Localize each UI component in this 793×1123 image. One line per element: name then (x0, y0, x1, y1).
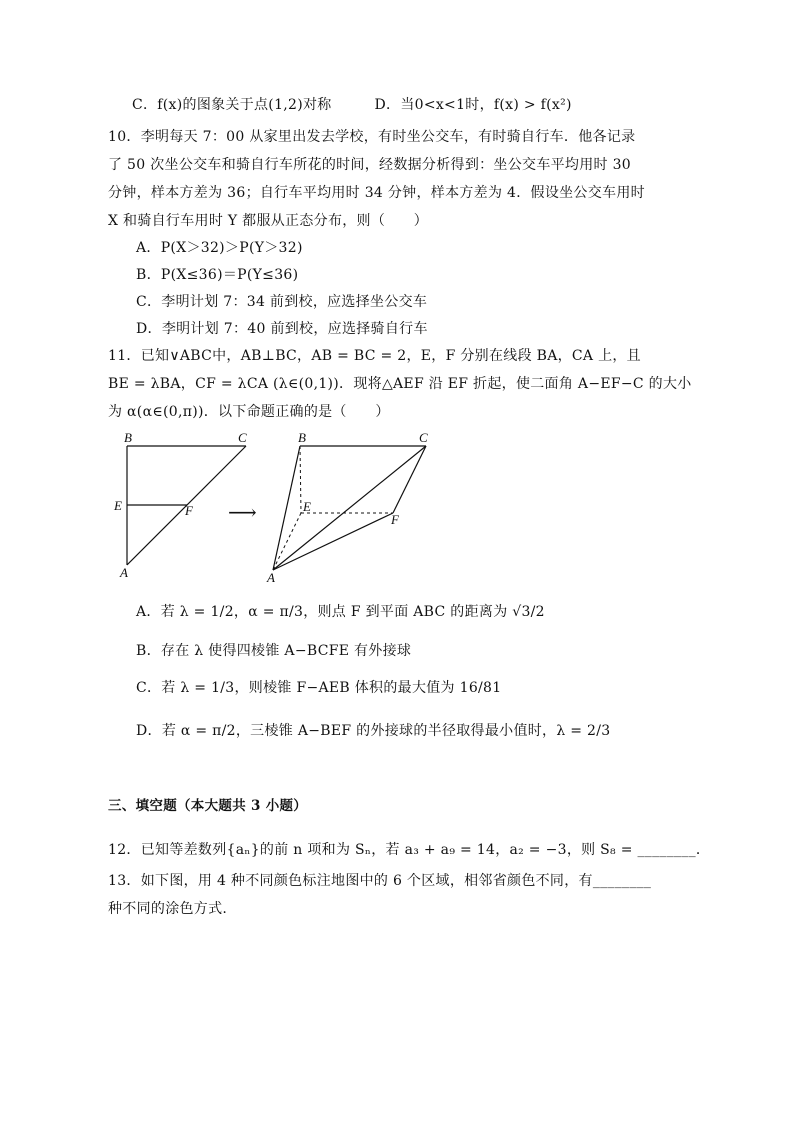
question-10-line-1: 10．李明每天 7：00 从家里出发去学校，有时坐公交车，有时骑自行车．他各记录 (108, 129, 636, 145)
edge-cf-right (393, 446, 426, 513)
label-a-left: A (120, 565, 128, 580)
question-11-line-1: 11．已知∨ABC中，AB⊥BC，AB = BC = 2，E，F 分别在线段 BA，CA 上，且 (108, 348, 641, 364)
question-11-option-b: B．存在 λ 使得四棱锥 A−BCFE 有外接球 (136, 643, 412, 659)
folding-figure (110, 425, 450, 585)
label-e-right: E (303, 499, 311, 514)
left-triangle-figure (113, 430, 247, 580)
question-11-option-d: D．若 α = π/2，三棱锥 A−BEF 的外接球的半径取得最小值时，λ = 2/3 (136, 723, 611, 739)
question-10-option-b: B．P(X≤36)＝P(Y≤36) (136, 267, 299, 283)
question-10-option-c: C．李明计划 7：34 前到校，应选择坐公交车 (136, 294, 428, 310)
question-10-line-4: X 和骑自行车用时 Y 都服从正态分布，则（ ） (108, 213, 429, 229)
question-10-option-a: A．P(X＞32)＞P(Y＞32) (136, 240, 303, 256)
label-c-right: C (419, 430, 428, 445)
edge-be-hidden (300, 446, 301, 513)
label-e-left: E (114, 498, 122, 513)
right-folded-figure (266, 430, 428, 585)
question-10-line-3: 分钟，样本方差为 36；自行车平均用时 34 分钟，样本方差为 4．假设坐公交车用时 (108, 185, 645, 201)
question-11-option-a: A．若 λ = 1/2，α = π/3，则点 F 到平面 ABC 的距离为 √3/2 (136, 604, 545, 620)
label-f-left: F (185, 503, 193, 518)
question-13-line-2: 种不同的涂色方式. (108, 901, 228, 917)
question-11-option-c: C．若 λ = 1/3，则棱锥 F−AEB 体积的最大值为 16/81 (136, 680, 502, 696)
question-13-line-1: 13．如下图，用 4 种不同颜色标注地图中的 6 个区域，相邻省颜色不同，有________ (108, 873, 652, 889)
question-11-line-3: 为 α(α∈(0,π))．以下命题正确的是（ ） (108, 404, 390, 420)
option-9c-9d: C．f(x)的图象关于点(1,2)对称 D．当0<x<1时，f(x) > f(x²) (132, 97, 572, 113)
question-10-option-d: D．李明计划 7：40 前到校，应选择骑自行车 (136, 321, 428, 337)
question-10-line-2: 了 50 次坐公交车和骑自行车所花的时间，经数据分析得到：坐公交车平均用时 30 (108, 157, 631, 173)
label-f-right: F (391, 512, 399, 527)
arrow-icon: ⟶ (228, 502, 257, 524)
question-11-line-2: BE = λBA，CF = λCA (λ∈(0,1))．现将△AEF 沿 EF 折起，使二面角 A−EF−C 的大小 (108, 376, 692, 392)
section-heading-fill-in: 三、填空题（本大题共 3 小题） (108, 798, 308, 814)
question-12: 12．已知等差数列{aₙ}的前 n 项和为 Sₙ，若 a₃ + a₉ = 14，a₂ = −3，则 S₈ = ________． (108, 842, 711, 858)
label-c-left: C (238, 430, 247, 445)
label-a-right: A (267, 570, 275, 585)
label-b-right: B (298, 430, 306, 445)
label-b-left: B (124, 430, 132, 445)
edge-ea-hidden (273, 513, 301, 570)
